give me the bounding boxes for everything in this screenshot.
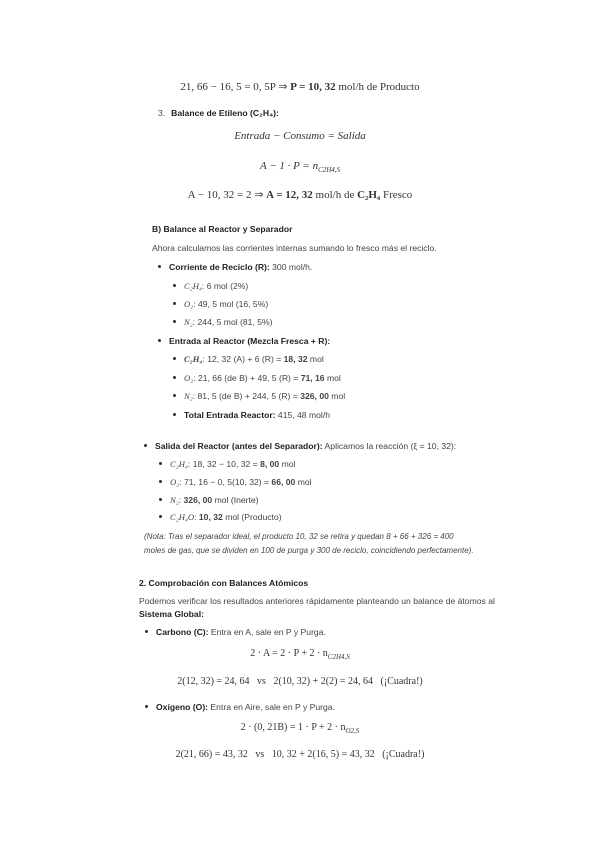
reactor-in-heading: Entrada al Reactor (Mezcla Fresca + R): — [158, 336, 330, 346]
equation-word-balance: Entrada − Consumo = Salida — [234, 130, 366, 142]
equation-a-result: A − 10, 32 = 2 ⇒ A = 12, 32 mol/h de C₂H₄ Fresco — [187, 189, 413, 201]
bullet-icon — [144, 444, 147, 447]
bullet-icon — [173, 376, 176, 379]
section-b-title: B) Balance al Reactor y Separador — [152, 224, 293, 234]
equation-p-result: 21, 66 − 16, 5 = 0, 5P ⇒ P = 10, 32 mol/h de Producto — [180, 81, 420, 93]
carbon-heading: Carbono (C): Entra en A, sale en P y Purga. — [145, 627, 326, 637]
section-b-intro: Ahora calculamos las corrientes internas sumando lo fresco más el reciclo. — [152, 243, 437, 253]
reactor-in-item: O₂: 21, 66 (de B) + 49, 5 (R) = 71, 16 mol — [173, 373, 341, 383]
bullet-icon — [173, 302, 176, 305]
reactor-in-item: C₂H₄: 12, 32 (A) + 6 (R) = 18, 32 mol — [173, 354, 324, 364]
equation-ethylene: $A - 1 \cdot P = n_{C2H4,S}$ — [259, 160, 341, 175]
bullet-icon — [173, 413, 176, 416]
bullet-icon — [159, 480, 162, 483]
step-3-heading: 3. Balance de Etileno (C₂H₄): — [158, 108, 279, 118]
note-line-1: (Nota: Tras el separador ideal, el producto 10, 32 se retira y quedan 8 + 66 + 326 = 400 — [144, 532, 454, 541]
bullet-icon — [173, 394, 176, 397]
section-2-intro-line-2: Sistema Global: — [139, 609, 204, 619]
recycle-item: N₂: 244, 5 mol (81, 5%) — [173, 317, 273, 327]
reactor-out-item: C₂H₄O: 10, 32 mol (Producto) — [159, 512, 282, 522]
reactor-in-total: Total Entrada Reactor: 415, 48 mol/h — [173, 410, 330, 420]
section-2-title: 2. Comprobación con Balances Atómicos — [139, 578, 309, 588]
bullet-icon — [145, 705, 148, 708]
bullet-icon — [158, 265, 161, 268]
bullet-icon — [159, 462, 162, 465]
carbon-equation: $2 \cdot A = 2 \cdot P + 2 \cdot n_{C2H4,S}$ — [250, 648, 350, 661]
bullet-icon — [158, 339, 161, 342]
carbon-check: 2(12, 32) = 24, 64 vs 2(10, 32) + 2(2) = 24, 64 (¡Cuadra!) — [177, 676, 423, 687]
oxygen-check: 2(21, 66) = 43, 32 vs 10, 32 + 2(16, 5) = 43, 32 (¡Cuadra!) — [175, 749, 425, 760]
section-2-intro-line-1: Podemos verificar los resultados anteriores rápidamente planteando un balance de átomos al — [139, 596, 495, 606]
bullet-icon — [159, 498, 162, 501]
bullet-icon — [159, 515, 162, 518]
recycle-item: C₂H₄: 6 mol (2%) — [173, 281, 248, 291]
bullet-icon — [145, 630, 148, 633]
reactor-out-item: C₂H₄: 18, 32 − 10, 32 = 8, 00 mol — [159, 459, 295, 469]
bullet-icon — [173, 320, 176, 323]
reactor-out-heading: Salida del Reactor (antes del Separador): Aplicamos la reacción (ξ = 10, 32): — [144, 441, 456, 451]
reactor-in-item: N₂: 81, 5 (de B) + 244, 5 (R) = 326, 00 mol — [173, 391, 345, 401]
recycle-heading: Corriente de Reciclo (R): 300 mol/h. — [158, 262, 312, 272]
recycle-item: O₂: 49, 5 mol (16, 5%) — [173, 299, 268, 309]
bullet-icon — [173, 357, 176, 360]
reactor-out-item: N₂: 326, 00 mol (Inerte) — [159, 495, 259, 505]
note-line-2: moles de gas, que se dividen en 100 de purga y 300 de reciclo, coincidiendo perfectamente). — [144, 546, 474, 555]
oxygen-heading: Oxígeno (O): Entra en Aire, sale en P y Purga. — [145, 702, 335, 712]
reactor-out-item: O₂: 71, 16 − 0, 5(10, 32) = 66, 00 mol — [159, 477, 312, 487]
oxygen-equation: 2 · (0, $21B) = 1 \cdot P + 2 \cdot n_{O2,S}$ — [240, 722, 360, 735]
bullet-icon — [173, 284, 176, 287]
